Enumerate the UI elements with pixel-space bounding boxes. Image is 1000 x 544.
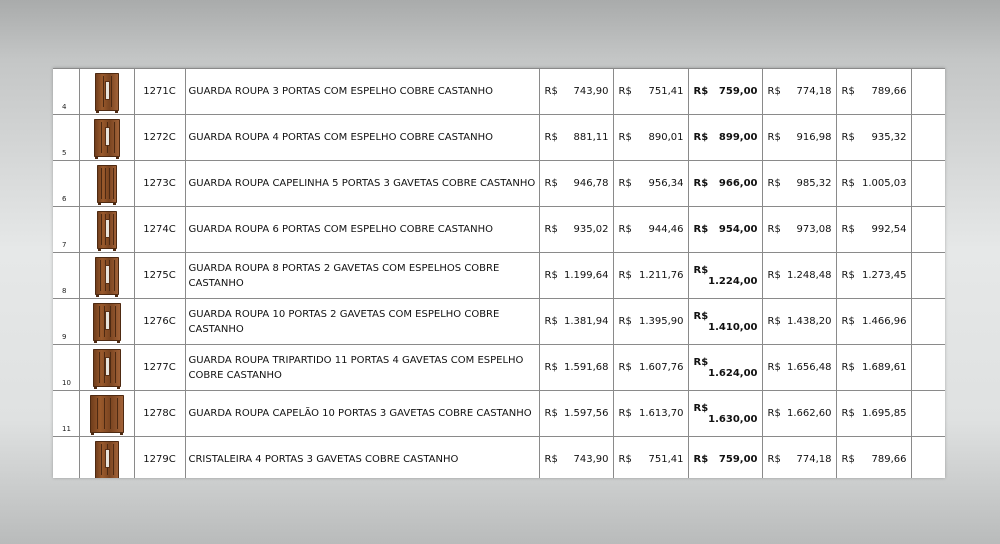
row-number: 10 [53, 345, 79, 391]
price-cell-5 [836, 207, 911, 253]
currency-symbol: R$ [767, 224, 781, 235]
empty-cell [911, 207, 945, 253]
price-cell-4 [762, 161, 836, 207]
currency-symbol: R$ [693, 264, 709, 276]
currency-symbol: R$ [693, 178, 709, 189]
price-cell-4 [762, 299, 836, 345]
currency-symbol: R$ [693, 402, 709, 414]
empty-cell [911, 253, 945, 299]
price-cell-5 [836, 345, 911, 391]
currency-symbol: R$ [767, 316, 781, 327]
product-image-cell [79, 391, 134, 437]
price-value: 1.662,60 [786, 408, 832, 419]
product-description: GUARDA ROUPA 8 PORTAS 2 GAVETAS COM ESPELHOS COBRE CASTANHO [185, 253, 539, 299]
price-value: 946,78 [573, 178, 609, 189]
table-row [53, 299, 945, 345]
price-cell-4 [762, 391, 836, 437]
wardrobe-capelao-icon [90, 395, 124, 433]
price-value: 1.211,76 [638, 270, 684, 281]
currency-symbol: R$ [618, 178, 632, 189]
price-cell-3 [688, 299, 762, 345]
price-value: 1.248,48 [786, 270, 832, 281]
currency-symbol: R$ [767, 408, 781, 419]
price-value: 1.005,03 [861, 178, 907, 189]
price-cell-2 [613, 391, 688, 437]
price-value: 774,18 [796, 454, 832, 465]
price-value: 1.613,70 [638, 408, 684, 419]
price-cell-4 [762, 437, 836, 479]
currency-symbol: R$ [618, 454, 632, 465]
price-value: 935,02 [573, 224, 609, 235]
product-image-cell [79, 345, 134, 391]
product-code: 1279C [134, 437, 185, 479]
table-row [53, 207, 945, 253]
product-code: 1274C [134, 207, 185, 253]
price-value: 751,41 [648, 86, 684, 97]
price-cell-3 [688, 253, 762, 299]
price-cell-5 [836, 69, 911, 115]
product-description: GUARDA ROUPA 4 PORTAS COM ESPELHO COBRE CASTANHO [185, 115, 539, 161]
currency-symbol: R$ [841, 454, 855, 465]
price-value: 899,00 [718, 132, 758, 143]
table-row [53, 69, 945, 115]
row-number: 9 [53, 299, 79, 345]
price-cell-3 [688, 161, 762, 207]
table-row [53, 115, 945, 161]
currency-symbol: R$ [544, 316, 558, 327]
price-cell-1 [539, 437, 613, 479]
price-value: 1.466,96 [861, 316, 907, 327]
price-value: 1.224,00 [708, 275, 758, 287]
currency-symbol: R$ [618, 316, 632, 327]
price-cell-3 [688, 437, 762, 479]
row-number: 5 [53, 115, 79, 161]
wardrobe-8-doors-icon [95, 257, 119, 295]
price-value: 1.438,20 [786, 316, 832, 327]
price-cell-5 [836, 253, 911, 299]
price-value: 1.624,00 [708, 367, 758, 379]
product-description: CRISTALEIRA 4 PORTAS 3 GAVETAS COBRE CASTANHO [185, 437, 539, 479]
product-code: 1272C [134, 115, 185, 161]
price-value: 1.381,94 [563, 316, 609, 327]
wardrobe-capelinha-icon [97, 165, 117, 203]
price-value: 1.199,64 [563, 270, 609, 281]
wardrobe-tripartido-icon [93, 349, 121, 387]
product-image-cell [79, 207, 134, 253]
row-number: 8 [53, 253, 79, 299]
product-image-cell [79, 69, 134, 115]
currency-symbol: R$ [693, 86, 709, 97]
price-value: 916,98 [796, 132, 832, 143]
price-table [53, 68, 945, 478]
product-description: GUARDA ROUPA TRIPARTIDO 11 PORTAS 4 GAVETAS COM ESPELHO COBRE CASTANHO [185, 345, 539, 391]
price-cell-1 [539, 115, 613, 161]
price-spreadsheet [53, 68, 945, 478]
price-value: 992,54 [871, 224, 907, 235]
price-cell-5 [836, 115, 911, 161]
currency-symbol: R$ [841, 132, 855, 143]
currency-symbol: R$ [544, 178, 558, 189]
price-cell-3 [688, 345, 762, 391]
row-number: 11 [53, 391, 79, 437]
currency-symbol: R$ [618, 408, 632, 419]
price-cell-1 [539, 253, 613, 299]
table-row [53, 161, 945, 207]
price-cell-2 [613, 253, 688, 299]
price-value: 774,18 [796, 86, 832, 97]
price-value: 1.273,45 [861, 270, 907, 281]
price-value: 1.689,61 [861, 362, 907, 373]
wardrobe-10-doors-icon [93, 303, 121, 341]
wardrobe-4-doors-icon [94, 119, 120, 157]
price-cell-3 [688, 69, 762, 115]
price-cell-1 [539, 207, 613, 253]
currency-symbol: R$ [618, 132, 632, 143]
product-image-cell [79, 437, 134, 479]
price-value: 966,00 [718, 178, 758, 189]
currency-symbol: R$ [841, 270, 855, 281]
price-cell-5 [836, 161, 911, 207]
price-cell-3 [688, 207, 762, 253]
product-description: GUARDA ROUPA 6 PORTAS COM ESPELHO COBRE CASTANHO [185, 207, 539, 253]
price-value: 759,00 [718, 86, 758, 97]
price-value: 954,00 [718, 224, 758, 235]
price-cell-4 [762, 345, 836, 391]
product-description: GUARDA ROUPA CAPELÃO 10 PORTAS 3 GAVETAS COBRE CASTANHO [185, 391, 539, 437]
price-value: 985,32 [796, 178, 832, 189]
currency-symbol: R$ [544, 132, 558, 143]
currency-symbol: R$ [693, 310, 709, 322]
product-code: 1277C [134, 345, 185, 391]
empty-cell [911, 391, 945, 437]
price-cell-4 [762, 207, 836, 253]
product-image-cell [79, 299, 134, 345]
empty-cell [911, 69, 945, 115]
price-value: 1.656,48 [786, 362, 832, 373]
price-cell-5 [836, 299, 911, 345]
currency-symbol: R$ [544, 224, 558, 235]
price-value: 743,90 [573, 454, 609, 465]
price-cell-4 [762, 69, 836, 115]
price-value: 743,90 [573, 86, 609, 97]
cabinet-cristaleira-icon [95, 441, 119, 479]
price-cell-3 [688, 391, 762, 437]
empty-cell [911, 115, 945, 161]
currency-symbol: R$ [544, 86, 558, 97]
product-image-cell [79, 115, 134, 161]
currency-symbol: R$ [544, 408, 558, 419]
currency-symbol: R$ [693, 454, 709, 465]
table-row [53, 437, 945, 479]
wardrobe-6-doors-icon [97, 211, 117, 249]
currency-symbol: R$ [544, 362, 558, 373]
price-value: 789,66 [871, 454, 907, 465]
price-cell-5 [836, 391, 911, 437]
currency-symbol: R$ [841, 178, 855, 189]
price-cell-2 [613, 207, 688, 253]
table-row [53, 391, 945, 437]
price-cell-4 [762, 115, 836, 161]
currency-symbol: R$ [767, 132, 781, 143]
empty-cell [911, 161, 945, 207]
price-value: 1.410,00 [708, 321, 758, 333]
price-value: 973,08 [796, 224, 832, 235]
currency-symbol: R$ [544, 454, 558, 465]
currency-symbol: R$ [767, 178, 781, 189]
currency-symbol: R$ [767, 454, 781, 465]
wardrobe-3-doors-icon [95, 73, 119, 111]
product-description: GUARDA ROUPA 3 PORTAS COM ESPELHO COBRE CASTANHO [185, 69, 539, 115]
currency-symbol: R$ [841, 86, 855, 97]
currency-symbol: R$ [544, 270, 558, 281]
price-value: 1.591,68 [563, 362, 609, 373]
currency-symbol: R$ [618, 224, 632, 235]
product-code: 1275C [134, 253, 185, 299]
price-value: 759,00 [718, 454, 758, 465]
currency-symbol: R$ [841, 224, 855, 235]
currency-symbol: R$ [618, 86, 632, 97]
price-cell-2 [613, 161, 688, 207]
currency-symbol: R$ [693, 132, 709, 143]
price-cell-2 [613, 437, 688, 479]
currency-symbol: R$ [841, 408, 855, 419]
row-number: 6 [53, 161, 79, 207]
product-code: 1276C [134, 299, 185, 345]
currency-symbol: R$ [841, 316, 855, 327]
price-value: 881,11 [573, 132, 609, 143]
currency-symbol: R$ [693, 356, 709, 368]
price-cell-1 [539, 391, 613, 437]
currency-symbol: R$ [767, 362, 781, 373]
currency-symbol: R$ [618, 270, 632, 281]
price-value: 1.607,76 [638, 362, 684, 373]
product-description: GUARDA ROUPA 10 PORTAS 2 GAVETAS COM ESPELHO COBRE CASTANHO [185, 299, 539, 345]
product-image-cell [79, 253, 134, 299]
price-cell-1 [539, 161, 613, 207]
price-value: 1.597,56 [563, 408, 609, 419]
price-cell-1 [539, 69, 613, 115]
price-cell-2 [613, 69, 688, 115]
price-cell-1 [539, 299, 613, 345]
price-cell-1 [539, 345, 613, 391]
price-cell-2 [613, 345, 688, 391]
row-number: 7 [53, 207, 79, 253]
price-value: 890,01 [648, 132, 684, 143]
currency-symbol: R$ [767, 86, 781, 97]
price-value: 789,66 [871, 86, 907, 97]
product-description: GUARDA ROUPA CAPELINHA 5 PORTAS 3 GAVETAS COBRE CASTANHO [185, 161, 539, 207]
price-cell-3 [688, 115, 762, 161]
empty-cell [911, 345, 945, 391]
currency-symbol: R$ [841, 362, 855, 373]
product-image-cell [79, 161, 134, 207]
price-value: 1.395,90 [638, 316, 684, 327]
price-cell-5 [836, 437, 911, 479]
row-number: 4 [53, 69, 79, 115]
price-cell-4 [762, 253, 836, 299]
currency-symbol: R$ [693, 224, 709, 235]
price-value: 956,34 [648, 178, 684, 189]
product-code: 1271C [134, 69, 185, 115]
row-number [53, 437, 79, 479]
price-value: 1.630,00 [708, 413, 758, 425]
price-value: 1.695,85 [861, 408, 907, 419]
currency-symbol: R$ [618, 362, 632, 373]
price-value: 944,46 [648, 224, 684, 235]
price-value: 751,41 [648, 454, 684, 465]
empty-cell [911, 437, 945, 479]
price-cell-2 [613, 299, 688, 345]
table-row [53, 345, 945, 391]
price-cell-2 [613, 115, 688, 161]
product-code: 1278C [134, 391, 185, 437]
currency-symbol: R$ [767, 270, 781, 281]
empty-cell [911, 299, 945, 345]
price-value: 935,32 [871, 132, 907, 143]
table-row [53, 253, 945, 299]
product-code: 1273C [134, 161, 185, 207]
